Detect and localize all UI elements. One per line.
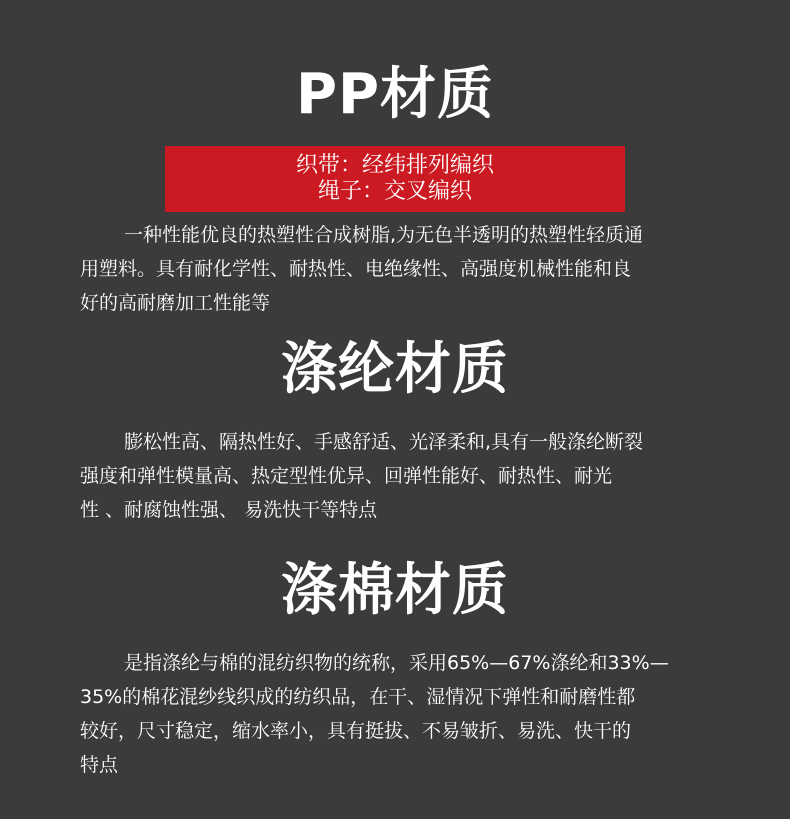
- description-line: 特点: [80, 754, 119, 776]
- description-line: 较好，尺寸稳定，缩水率小，具有挺拔、不易皱折、易洗、快干的: [80, 720, 632, 742]
- section-title-polyester: 涤纶材质: [281, 337, 509, 402]
- section-description-polycotton: [80, 646, 740, 782]
- description-line: 35%的棉花混纱线织成的纺织品，在干、湿情况下弹性和耐磨性都: [80, 686, 636, 708]
- description-line: 用塑料。具有耐化学性、耐热性、电绝缘性、高强度机械性能和良: [80, 258, 632, 280]
- section-description-polyester: [80, 425, 740, 527]
- weave-info-banner: [165, 146, 625, 212]
- description-line: 膨松性高、隔热性好、手感舒适、光泽柔和,具有一般涤纶断裂: [124, 431, 644, 453]
- banner-line-webbing: 织带：经纬排列编织: [295, 153, 494, 178]
- section-description-pp: [80, 218, 740, 320]
- description-line: 性 、耐腐蚀性强、 易洗快干等特点: [80, 499, 378, 521]
- banner-line-rope: 绳子：交叉编织: [317, 179, 472, 204]
- description-line: 一种性能优良的热塑性合成树脂,为无色半透明的热塑性轻质通: [124, 224, 644, 246]
- description-line: 是指涤纶与棉的混纺织物的统称，采用65%—67%涤纶和33%—: [124, 652, 669, 674]
- description-line: 好的高耐磨加工性能等: [80, 292, 271, 314]
- description-line: 强度和弹性模量高、热定型性优异、回弹性能好、耐热性、耐光: [80, 465, 613, 487]
- section-title-polycotton: 涤棉材质: [281, 558, 509, 623]
- section-title-pp: PP材质: [295, 62, 495, 127]
